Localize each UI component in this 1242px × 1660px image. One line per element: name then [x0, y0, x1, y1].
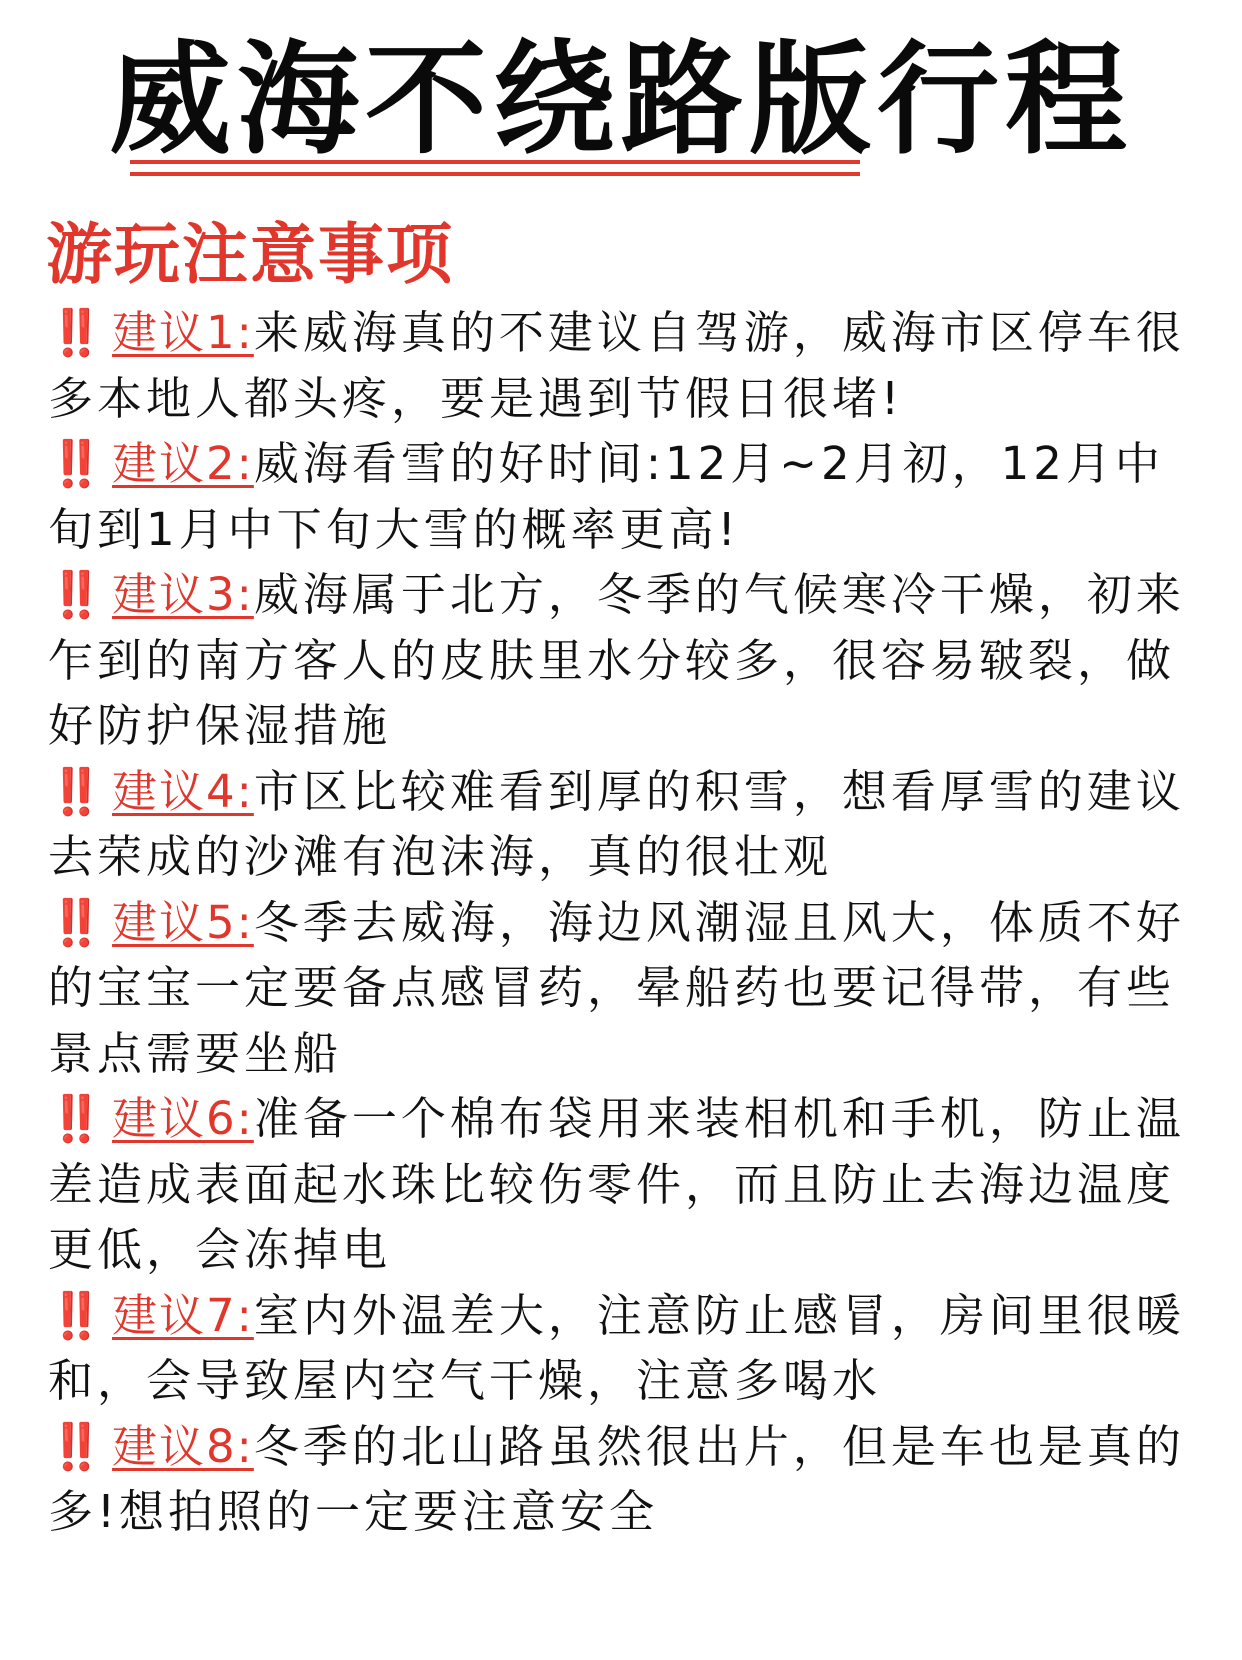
tip-text: 准备一个棉布袋用来装相机和手机，防止温差造成表面起水珠比较伤零件，而且防止去海边温度更低，会冻掉电 — [48, 1092, 1185, 1276]
tip-item — [48, 562, 1198, 759]
section-title: 游玩注意事项 — [46, 216, 454, 293]
title-underline — [130, 160, 860, 164]
tip-item — [48, 890, 1198, 1087]
tip-item — [48, 1086, 1198, 1283]
tip-label: 建议1: — [112, 306, 254, 359]
title-underline-second — [130, 172, 860, 176]
double-exclamation-icon: ‼️ — [48, 1419, 101, 1473]
tip-text: 市区比较难看到厚的积雪，想看厚雪的建议去荣成的沙滩有泡沫海，真的很壮观 — [48, 764, 1185, 883]
tips-list — [48, 300, 1198, 1545]
double-exclamation-icon: ‼️ — [48, 1092, 101, 1145]
tip-label: 建议4: — [112, 764, 254, 818]
tip-label: 建议8: — [112, 1419, 254, 1473]
tip-label: 建议2: — [112, 437, 254, 490]
double-exclamation-icon: ‼️ — [48, 764, 101, 818]
tip-text: 冬季去威海，海边风潮湿且风大，体质不好的宝宝一定要备点感冒药，晕船药也要记得带，有些景点需要坐船 — [48, 895, 1185, 1080]
tip-item — [48, 300, 1198, 431]
tip-item — [48, 1283, 1198, 1414]
tip-text: 来威海真的不建议自驾游，威海市区停车很多本地人都头疼，要是遇到节假日很堵! — [48, 306, 1185, 425]
title-block — [0, 30, 1242, 170]
double-exclamation-icon: ‼️ — [48, 568, 101, 621]
tip-label: 建议3: — [112, 568, 254, 621]
tip-text: 威海看雪的好时间:12月~2月初，12月中旬到1月中下旬大雪的概率更高! — [48, 437, 1164, 556]
tip-text: 室内外温差大，注意防止感冒，房间里很暖和，会导致屋内空气干燥，注意多喝水 — [48, 1288, 1185, 1407]
double-exclamation-icon: ‼️ — [48, 437, 101, 490]
tip-label: 建议6: — [112, 1092, 254, 1145]
tip-label: 建议5: — [112, 895, 254, 949]
tip-item — [48, 431, 1198, 562]
tip-label: 建议7: — [112, 1288, 254, 1342]
tip-item — [48, 1414, 1198, 1545]
double-exclamation-icon: ‼️ — [48, 1288, 101, 1342]
tip-text: 威海属于北方，冬季的气候寒冷干燥，初来乍到的南方客人的皮肤里水分较多，很容易皲裂，做好防护保湿措施 — [48, 568, 1185, 752]
tip-text: 冬季的北山路虽然很出片，但是车也是真的多!想拍照的一定要注意安全 — [48, 1419, 1185, 1538]
double-exclamation-icon: ‼️ — [48, 306, 101, 359]
page-title: 威海不绕路版行程 — [109, 29, 1133, 171]
double-exclamation-icon: ‼️ — [48, 895, 101, 949]
tip-item — [48, 759, 1198, 890]
